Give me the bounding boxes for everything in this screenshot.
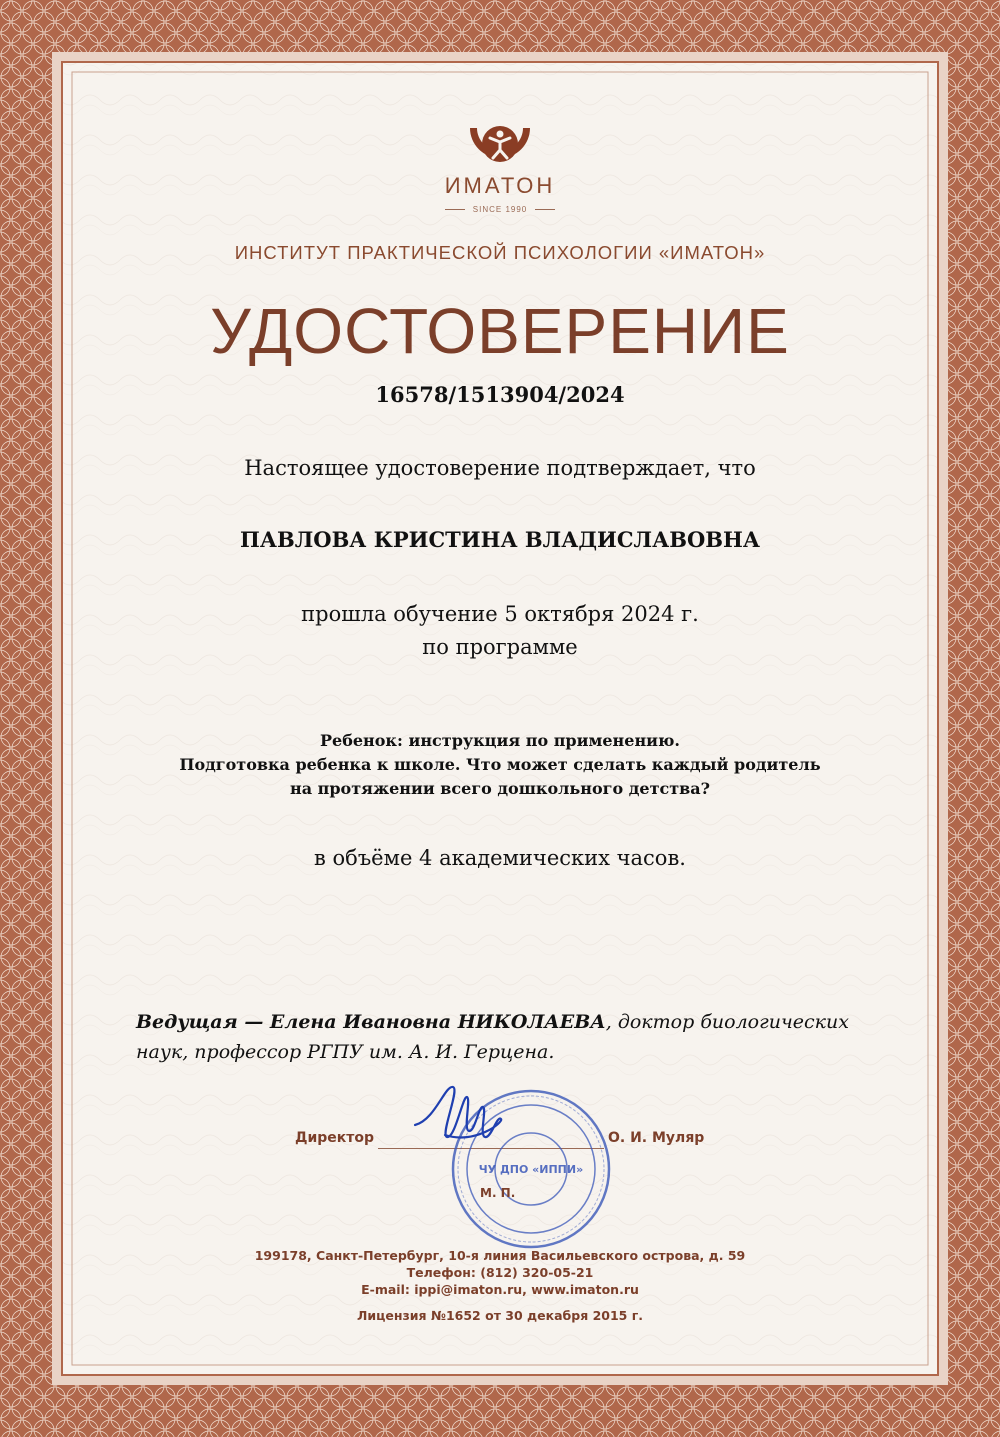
training-date [70, 598, 930, 664]
person-in-circle-icon [450, 120, 550, 180]
program-line-1: Ребенок: инструкция по применению. [319, 731, 680, 750]
lecturer-name: Ведущая — Елена Ивановна НИКОЛАЕВА [136, 1011, 606, 1033]
person-name: ПАВЛОВА КРИСТИНА ВЛАДИСЛАВОВНА [240, 527, 760, 552]
imaton-logo [450, 120, 550, 180]
lecturer-info [136, 1007, 856, 1067]
footer-phone: Телефон: (812) 320-05-21 [406, 1265, 594, 1280]
footer-license: Лицензия №1652 от 30 декабря 2015 г. [357, 1308, 643, 1323]
training-line-1: прошла обучение 5 октября 2024 г. [301, 602, 699, 626]
footer-address: 199178, Санкт-Петербург, 10-я линия Васильевского острова, д. 59 [254, 1248, 746, 1263]
director-label: Директор [295, 1130, 375, 1146]
course-volume: в объёме 4 академических часов. [314, 846, 686, 870]
document-title: УДОСТОВЕРЕНИЕ [210, 295, 790, 367]
training-line-2: по программе [422, 635, 578, 659]
brand-since: SINCE 1990 [70, 205, 930, 214]
institute-name: ИНСТИТУТ ПРАКТИЧЕСКОЙ ПСИХОЛОГИИ «ИМАТОН» [234, 242, 766, 263]
handwritten-signature-icon [405, 1075, 525, 1165]
program-line-3: на протяжении всего дошкольного детства? [290, 779, 710, 798]
program-title [70, 729, 930, 801]
certificate-number: 16578/1513904/2024 [375, 382, 625, 407]
director-signature [405, 1075, 525, 1165]
lecturer-title-1: , доктор биологических [605, 1011, 849, 1033]
confirm-text: Настоящее удостоверение подтверждает, что [244, 456, 756, 480]
program-line-2: Подготовка ребенка к школе. Что может сделать каждый родитель [179, 755, 821, 774]
certificate-body [70, 70, 930, 1367]
lecturer-title-2: наук, профессор РГПУ им. А. И. Герцена. [136, 1041, 555, 1063]
brand-name: ИМАТОН [444, 173, 556, 198]
footer-email: E-mail: ippi@imaton.ru, www.imaton.ru [361, 1282, 639, 1297]
director-name: О. И. Муляр [608, 1130, 705, 1146]
stamp-center-text: ЧУ ДПО «ИППИ» [478, 1163, 584, 1176]
stamp-mp: М. П. [480, 1186, 516, 1200]
